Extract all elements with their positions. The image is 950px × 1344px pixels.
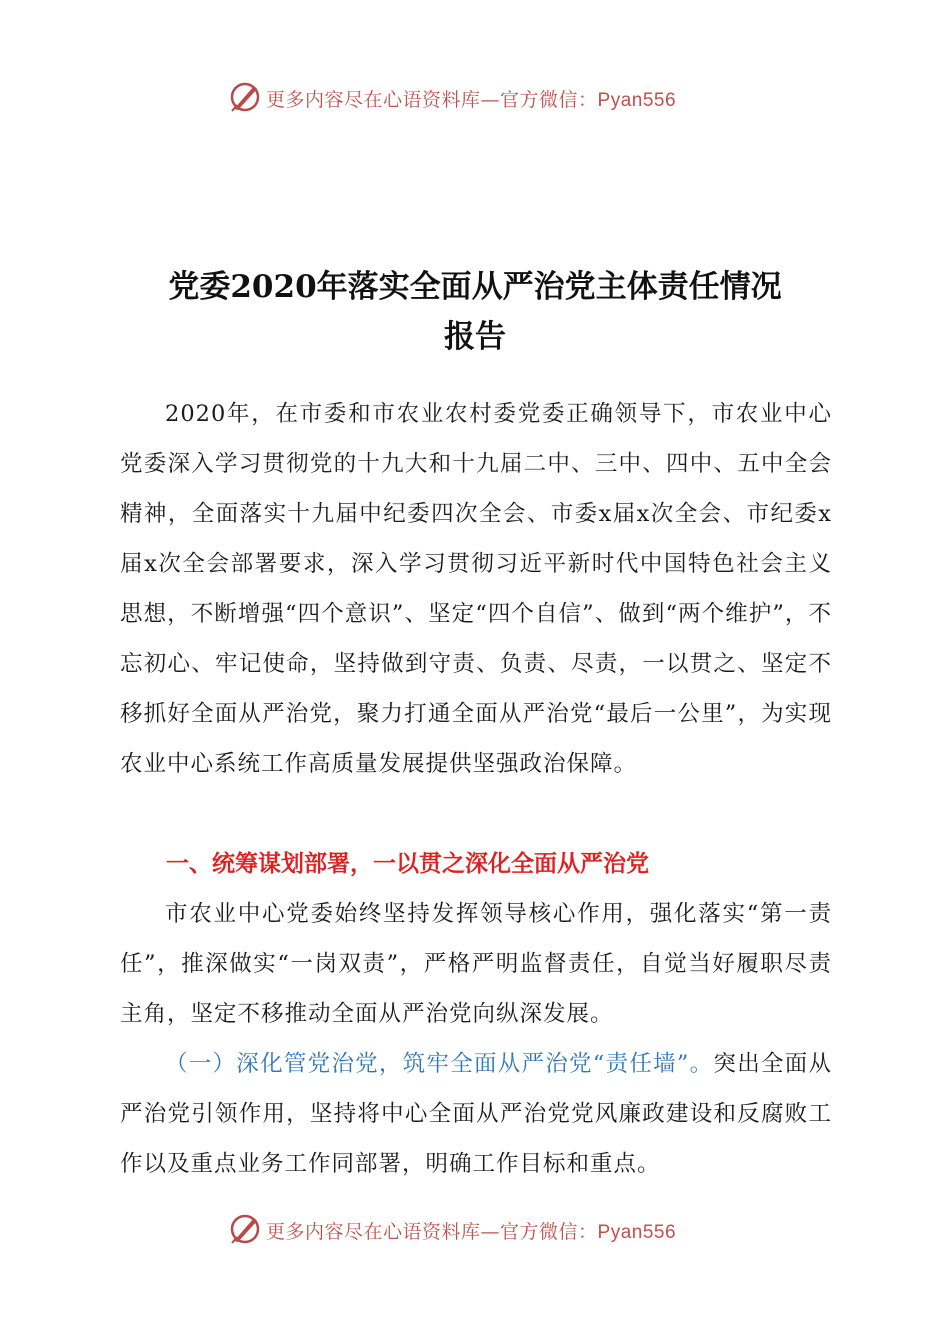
header-banner [0,78,950,118]
banner-wechat: Pyan556 [597,90,677,111]
title-line-1: 党委2020年落实全面从严治党主体责任情况 [168,269,782,305]
section-heading-1: 一、统筹谋划部署，一以贯之深化全面从严治党 [166,851,649,877]
quill-pen-logo-icon [228,80,262,114]
quill-pen-logo-icon [228,1212,262,1246]
section-1-paragraph: 市农业中心党委始终坚持发挥领导核心作用，强化落实“第一责任”，推深做实“一岗双责”，严格严明监督责任，自觉当好履职尽责主角，坚定不移推动全面从严治党向纵深发展。 [120,901,832,1027]
banner-text: 更多内容尽在心语资料库—官方微信：Pyan556 [266,89,677,111]
subsection-1-paragraph [120,1039,832,1189]
banner-text: 更多内容尽在心语资料库—官方微信：Pyan556 [266,1221,677,1243]
footer-banner [0,1210,950,1250]
subsection-1-text: 突出全面从严治党引领作用，坚持将中心全面从严治党党风廉政建设和反腐败工作以及重点业务工作同部署，明确工作目标和重点。 [120,1051,832,1177]
subsection-heading-1: （一）深化管党治党，筑牢全面从严治党“责任墙”。 [165,1051,714,1077]
banner-wechat: Pyan556 [597,1222,677,1243]
intro-paragraph: 2020年，在市委和市农业农村委党委正确领导下，市农业中心党委深入学习贯彻党的十九大和十九届二中、三中、四中、五中全会精神，全面落实十九届中纪委四次全会、市委x届x次全会、市纪委x届x次全会部署要求，深入学习贯彻习近平新时代中国特色社会主义思想，不断增强“四个意识”、坚定“四个自信”、做到“两个维护”，不忘初心、牢记使命，坚持做到守责、负责、尽责，一以贯之、坚定不移抓好全面从严治党，聚力打通全面从严治党“最后一公里”，为实现农业中心系统工作高质量发展提供坚强政治保障。 [120,401,832,777]
document-title [80,262,870,362]
title-line-2: 报告 [444,319,506,355]
